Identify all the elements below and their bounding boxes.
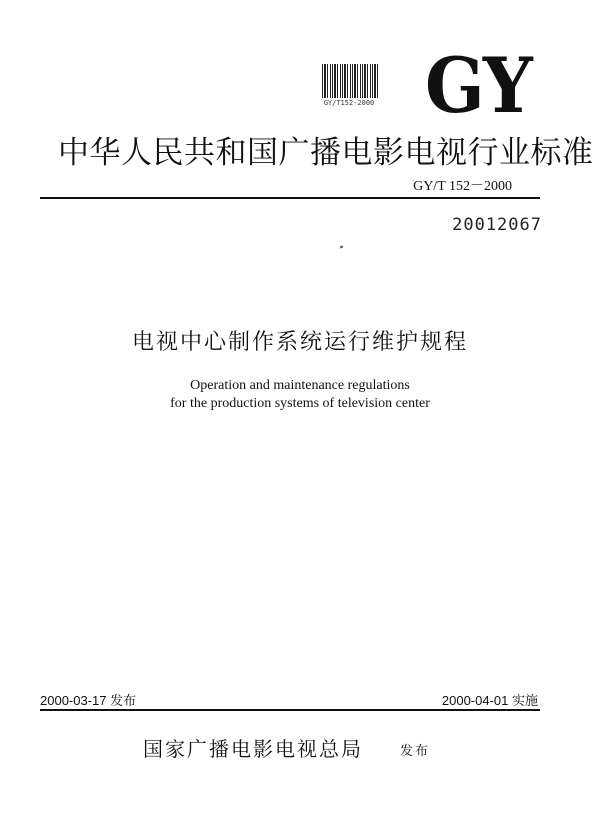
document-title-zh: 电视中心制作系统运行维护规程 — [131, 330, 468, 355]
implementation-date: 2000-04-01 实施 — [441, 693, 538, 708]
standard-type-title: 中华人民共和国广播电影电视行业标准 — [58, 135, 594, 171]
barcode-bars — [322, 64, 378, 98]
document-title-en — [0, 377, 600, 413]
handwritten-number: 20012067 — [452, 215, 542, 235]
issuer-name: 国家广播电影电视总局 — [143, 737, 363, 761]
title-en-line-2: for the production systems of television center — [170, 396, 430, 411]
barcode-text: GY/T152-2000 — [323, 99, 375, 107]
header-divider — [40, 197, 540, 199]
standard-code: GY/T 152－2000 — [413, 179, 512, 194]
issue-date: 2000-03-17 发布 — [40, 693, 137, 708]
title-en-line-1: Operation and maintenance regulations — [190, 378, 410, 393]
footer-divider — [40, 709, 540, 711]
issuer-suffix: 发布 — [400, 744, 431, 759]
gy-logo: GY — [425, 41, 531, 130]
speck-mark — [340, 246, 344, 249]
barcode — [316, 60, 382, 110]
